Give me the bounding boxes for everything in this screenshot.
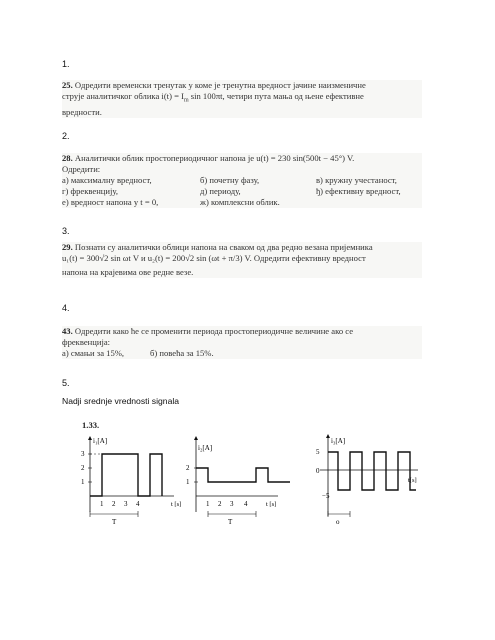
x-tick-label: 4: [136, 500, 140, 508]
y-axis-label: i₁[A]: [93, 437, 108, 445]
graph-i2: [178, 434, 296, 526]
y-axis-label: i₂[A]: [198, 444, 213, 452]
option: а) максималну вредност,: [62, 175, 152, 185]
problem-text: Одредити:: [62, 164, 101, 174]
problem-text: вредности.: [62, 106, 102, 117]
figure-label: 1.33.: [82, 420, 100, 430]
subscript: m: [183, 97, 189, 104]
period-label: o: [336, 518, 340, 526]
problem-text: струје аналитичког облика i(t) = I: [62, 91, 184, 101]
item-label-1: 1.: [62, 59, 70, 69]
x-axis-label: t [s]: [171, 501, 182, 508]
problem-text: Одредити како ће се променити периода простопериодичне величине ако се: [74, 326, 354, 336]
option: г) фреквенцију,: [62, 186, 118, 196]
y-tick-label: 0: [316, 467, 320, 475]
x-tick-label: 4: [244, 500, 248, 508]
x-tick-label: 1: [100, 500, 104, 508]
item-label-5: 5.: [62, 378, 70, 388]
x-tick-label: 1: [206, 500, 210, 508]
option: ж) комплексни облик.: [200, 197, 280, 207]
x-tick-label: 3: [230, 500, 234, 508]
option: ђ) ефективну вредност,: [316, 186, 401, 196]
option: б) почетну фазу,: [200, 175, 260, 185]
x-axis-label: t[s]: [408, 477, 417, 484]
option: б) повећа за 15%.: [150, 348, 214, 358]
answer-options: [62, 348, 422, 359]
y-tick-label: 1: [186, 478, 190, 486]
problem-text: фреквенција:: [62, 337, 111, 347]
option: е) вредност напона у t = 0,: [62, 197, 159, 207]
option: а) смањи за 15%,: [62, 348, 125, 358]
y-tick-label: 2: [81, 464, 85, 472]
problem-text: Аналитички облик простопериодичног напона је u(t) = 230 sin(500t − 45°) V.: [74, 153, 355, 163]
problem-43: [62, 326, 422, 359]
problem-number: 29.: [62, 242, 73, 252]
problem-number: 25.: [62, 80, 73, 90]
y-tick-label: 5: [316, 448, 320, 456]
signal-i1: [90, 454, 162, 496]
item-label-4: 4.: [62, 303, 70, 313]
x-tick-label: 3: [124, 500, 128, 508]
item-label-2: 2.: [62, 131, 70, 141]
item-label-3: 3.: [62, 226, 70, 236]
answer-options: [62, 175, 422, 208]
problem-text: Познати су аналитички облици напона на сваком од два редно везана пријемника: [74, 242, 373, 252]
option: д) периоду,: [200, 186, 241, 196]
problem-29: [62, 242, 422, 278]
problem-number: 28.: [62, 153, 73, 163]
y-tick-label: 2: [186, 464, 190, 472]
x-axis-label: t [s]: [266, 501, 277, 508]
signal-i3: [328, 452, 416, 490]
problem-text: sin 100πt, четири пута мања од њене ефективне: [188, 91, 364, 101]
x-tick-label: 2: [112, 500, 116, 508]
signal-i2: [196, 468, 290, 482]
y-tick-label: 1: [81, 478, 85, 486]
y-tick-label: −5: [322, 492, 330, 500]
option: в) кружну учестаност,: [316, 175, 397, 185]
problem-25: [62, 80, 422, 118]
y-axis-label: i₃[A]: [331, 437, 346, 445]
problem-number: 43.: [62, 326, 73, 336]
graph-i1: [78, 434, 190, 526]
graph-i3: [310, 432, 426, 528]
task-5-caption: Nadji srednje vrednosti signala: [62, 396, 180, 406]
x-tick-label: 2: [218, 500, 222, 508]
period-label: T: [112, 518, 117, 526]
y-tick-label: 3: [81, 450, 85, 458]
problem-text: напона на крајевима ове редне везе.: [62, 267, 194, 277]
period-label: T: [228, 518, 233, 526]
problem-28: [62, 153, 422, 208]
problem-text: Одредити временски тренутак у коме је тренутна вредност јачине наизменичне: [74, 80, 366, 90]
problem-text: u₁(t) = 300√2 sin ωt V и u₂(t) = 200√2 sin (ωt + π/3) V. Одредити ефективну вредност: [62, 253, 366, 263]
